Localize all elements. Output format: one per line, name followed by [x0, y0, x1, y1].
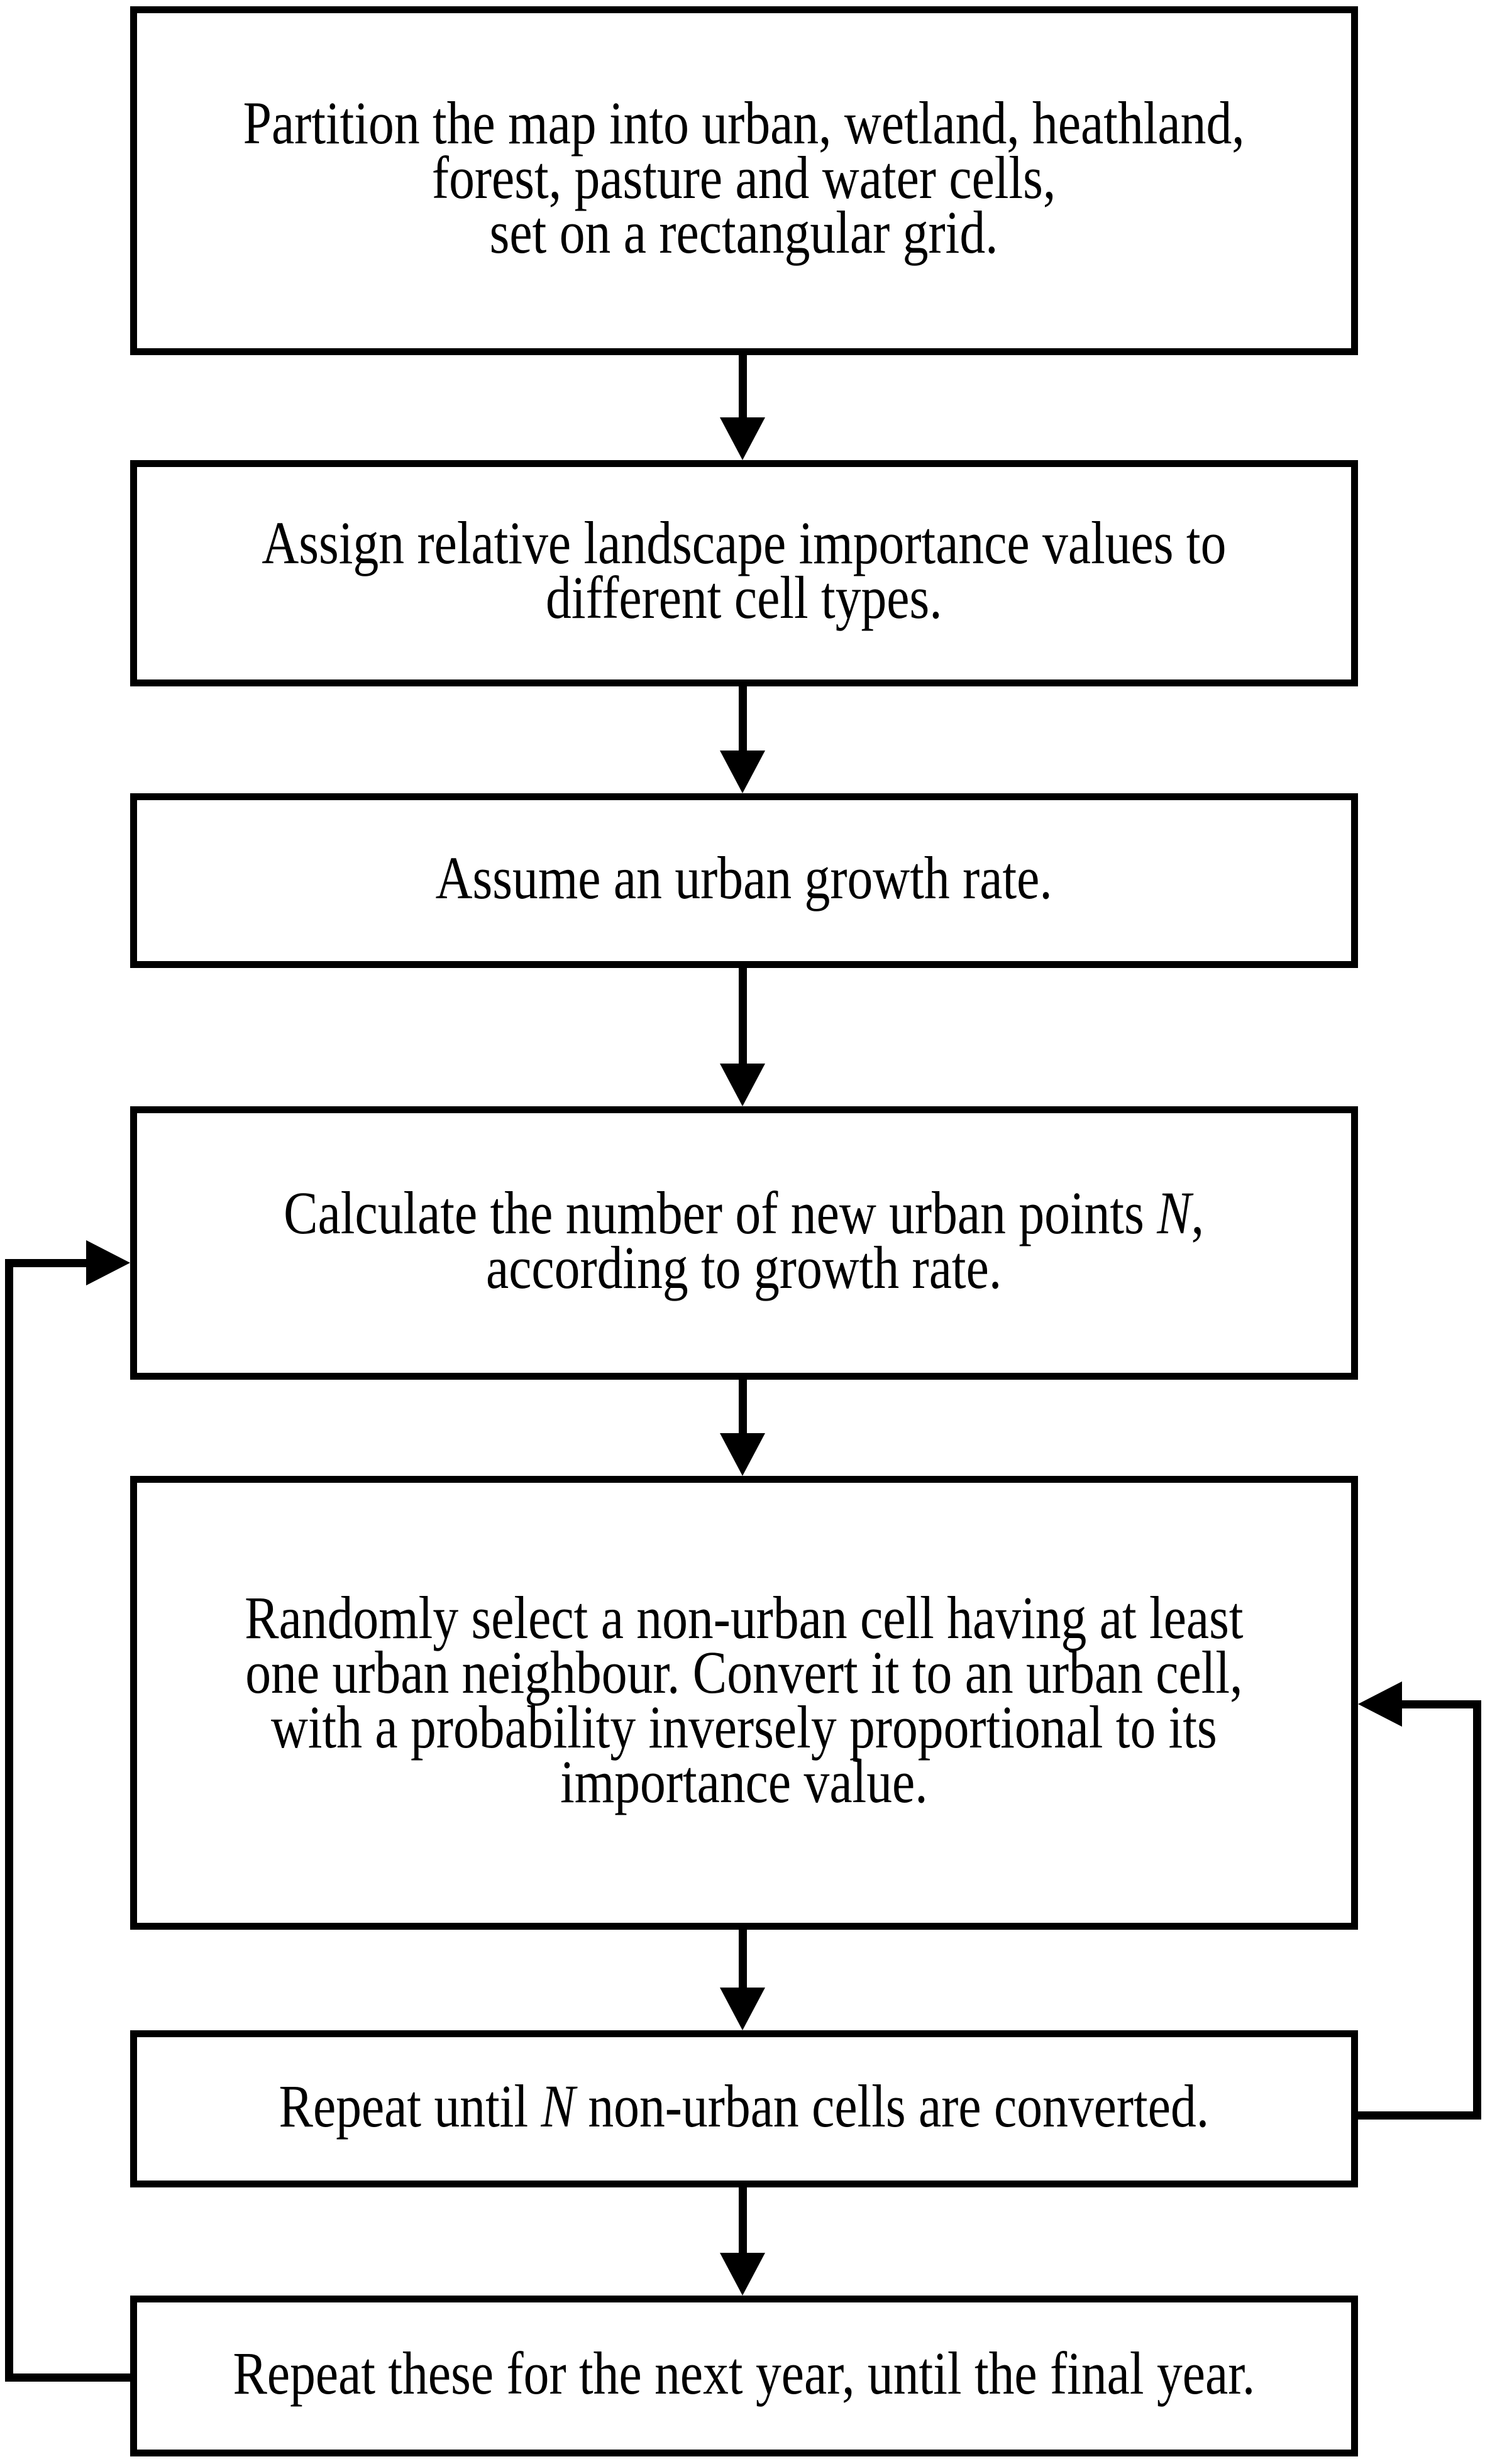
text-line: Repeat these for the next year, until the final year. — [233, 2339, 1256, 2407]
arrow-assign-to-assume-arrowhead-icon — [720, 751, 765, 793]
text-line: with a probability inversely proportional to its — [271, 1693, 1217, 1761]
step-text-repeat-next-year — [233, 2339, 1256, 2407]
step-box-calculate-new-points — [130, 1106, 1358, 1380]
arrow-partition-to-assign-arrowhead-icon — [720, 417, 765, 460]
step-box-select-convert-cell — [130, 1476, 1358, 1930]
arrow-select-to-repeat-until-stem — [739, 1930, 747, 1989]
text-line: Partition the map into urban, wetland, heathland, — [243, 89, 1245, 157]
arrow-calculate-to-select-stem — [739, 1380, 747, 1434]
text-line: importance value. — [560, 1748, 928, 1815]
step-box-repeat-until-converted — [130, 2030, 1358, 2187]
arrow-calculate-to-select-arrowhead-icon — [720, 1433, 765, 1476]
text-line: according to growth rate. — [486, 1233, 1002, 1301]
feedback-left-horizontal-bottom-line — [5, 2373, 130, 2382]
step-box-partition-map — [130, 6, 1358, 355]
text-line: Repeat until N non-urban cells are converted. — [279, 2072, 1210, 2140]
step-text-partition-map — [243, 89, 1245, 266]
arrow-assume-to-calculate-arrowhead-icon — [720, 1064, 765, 1106]
text-line: forest, pasture and water cells, — [432, 144, 1056, 211]
text-line: set on a rectangular grid. — [490, 199, 998, 266]
step-box-assign-importance — [130, 460, 1358, 686]
step-text-assign-importance — [262, 509, 1227, 631]
arrow-repeat-until-to-repeat-year-arrowhead-icon — [720, 2253, 765, 2296]
text-line: Calculate the number of new urban points N, — [284, 1179, 1205, 1246]
text-line: one urban neighbour. Convert it to an urban cell, — [245, 1639, 1243, 1706]
arrow-select-to-repeat-until-arrowhead-icon — [720, 1988, 765, 2030]
step-text-assume-growth-rate — [435, 844, 1053, 911]
text-line: Assume an urban growth rate. — [435, 844, 1053, 911]
arrow-assume-to-calculate-stem — [739, 968, 747, 1065]
step-box-repeat-next-year — [130, 2296, 1358, 2456]
step-text-select-convert-cell — [245, 1584, 1244, 1815]
feedback-left-vertical-line — [5, 1259, 13, 2382]
text-line: Assign relative landscape importance values to — [262, 509, 1227, 576]
feedback-left-horizontal-top-line — [5, 1259, 87, 1267]
feedback-right-horizontal-top-line — [1402, 1700, 1481, 1708]
arrow-repeat-until-to-repeat-year-stem — [739, 2187, 747, 2254]
text-line: Randomly select a non-urban cell having at least — [245, 1584, 1244, 1651]
step-box-assume-growth-rate — [130, 793, 1358, 968]
feedback-right-vertical-line — [1473, 1700, 1481, 2120]
step-text-repeat-until-converted — [279, 2072, 1210, 2140]
step-text-calculate-new-points — [284, 1179, 1205, 1301]
text-line: different cell types. — [546, 564, 942, 631]
feedback-right-arrowhead-icon — [1358, 1681, 1402, 1727]
arrow-assign-to-assume-stem — [739, 686, 747, 752]
arrow-partition-to-assign-stem — [739, 355, 747, 419]
feedback-right-horizontal-bottom-line — [1358, 2111, 1481, 2120]
feedback-left-arrowhead-icon — [86, 1240, 130, 1285]
